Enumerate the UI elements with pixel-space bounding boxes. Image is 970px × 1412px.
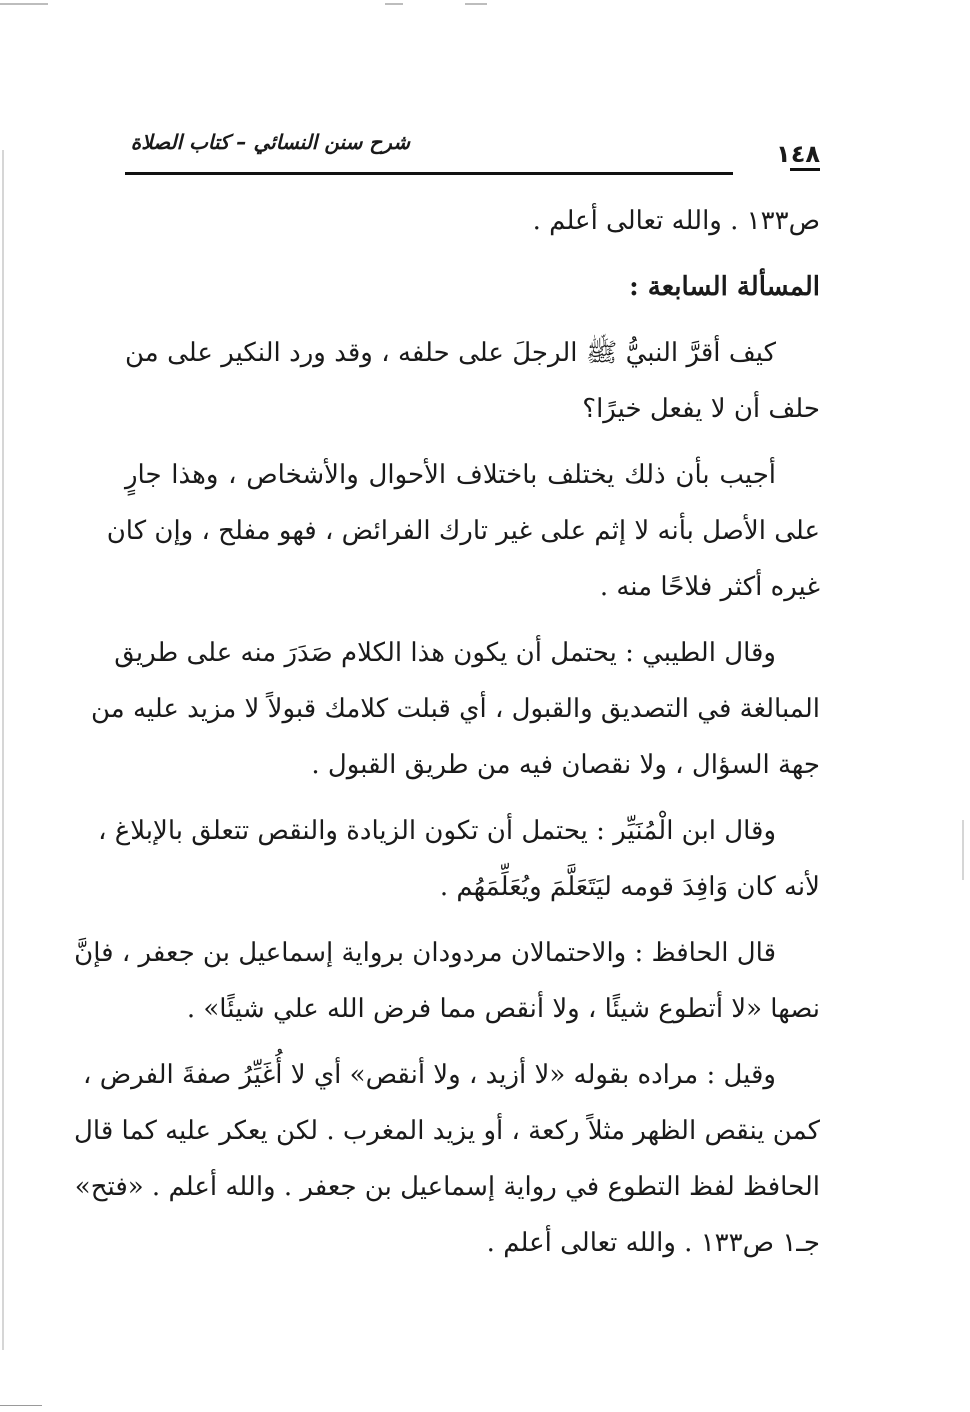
text-line: على الأصل بأنه لا إثم على غير تارك الفرائض ، فهو مفلح ، وإن كان	[106, 516, 820, 546]
section-heading: المسألة السابعة :	[629, 272, 820, 302]
scan-mark-left-edge	[2, 150, 4, 1350]
text-line: أجيب بأن ذلك يختلف باختلاف الأحوال والأشخاص ، وهذا جارٍ	[125, 460, 776, 490]
scan-mark-top-left	[0, 3, 48, 5]
text-line: لأنه كان وَافِدَ قومه ليَتَعَلَّمَ ويُعَلِّمَهُم .	[439, 872, 820, 902]
text-line: جهة السؤال ، ولا نقصان فيه من طريق القبول .	[311, 750, 820, 780]
page-body	[74, 193, 820, 1271]
header-rule	[125, 172, 733, 175]
page-number: ١٤٨	[776, 140, 820, 168]
scan-mark-top-center	[385, 3, 403, 5]
scan-mark-bottom-left	[0, 1405, 42, 1406]
text-line: كيف أقرَّ النبيُّ ﷺ الرجلَ على حلفه ، وقد ورد النكير على من	[125, 338, 776, 368]
text-line: وقال الطيبي : يحتمل أن يكون هذا الكلام صَدَرَ منه على طريق	[114, 638, 776, 668]
text-line: كمن ينقص الظهر مثلاً ركعة ، أو يزيد المغرب . لكن يعكر عليه كما قال	[74, 1116, 820, 1146]
page-number-dash	[790, 168, 820, 171]
text-line: غيره أكثر فلاحًا منه .	[599, 572, 820, 602]
text-line: وقيل : مراده بقوله «لا أزيد ، ولا أنقص» أي لا أُغَيِّرُ صفةَ الفرض ،	[83, 1060, 776, 1090]
book-title: شرح سنن النسائي – كتاب الصلاة	[130, 130, 410, 154]
text-line: نصها «لا أتطوع شيئًا ، ولا أنقص مما فرض الله علي شيئًا» .	[186, 994, 820, 1024]
scan-mark-right-edge	[962, 820, 964, 880]
text-line: حلف أن لا يفعل خيرًا؟	[582, 394, 820, 424]
text-line: وقال ابن الْمُنَيِّر : يحتمل أن تكون الزيادة والنقص تتعلق بالإبلاغ ،	[98, 816, 776, 846]
text-line: الحافظ لفظ التطوع في رواية إسماعيل بن جعفر . والله أعلم . «فتح»	[74, 1172, 820, 1202]
text-line: جـ١ ص١٣٣ . والله تعالى أعلم .	[486, 1228, 820, 1258]
text-line: ص١٣٣ . والله تعالى أعلم .	[532, 206, 820, 236]
text-line: المبالغة في التصديق والقبول ، أي قبلت كلامك قبولاً لا مزيد عليه من	[90, 694, 820, 724]
text-line: قال الحافظ : والاحتمالان مردودان برواية إسماعيل بن جعفر ، فإنَّ	[74, 938, 776, 968]
scan-mark-top-center-2	[465, 3, 487, 5]
running-head	[125, 130, 820, 170]
